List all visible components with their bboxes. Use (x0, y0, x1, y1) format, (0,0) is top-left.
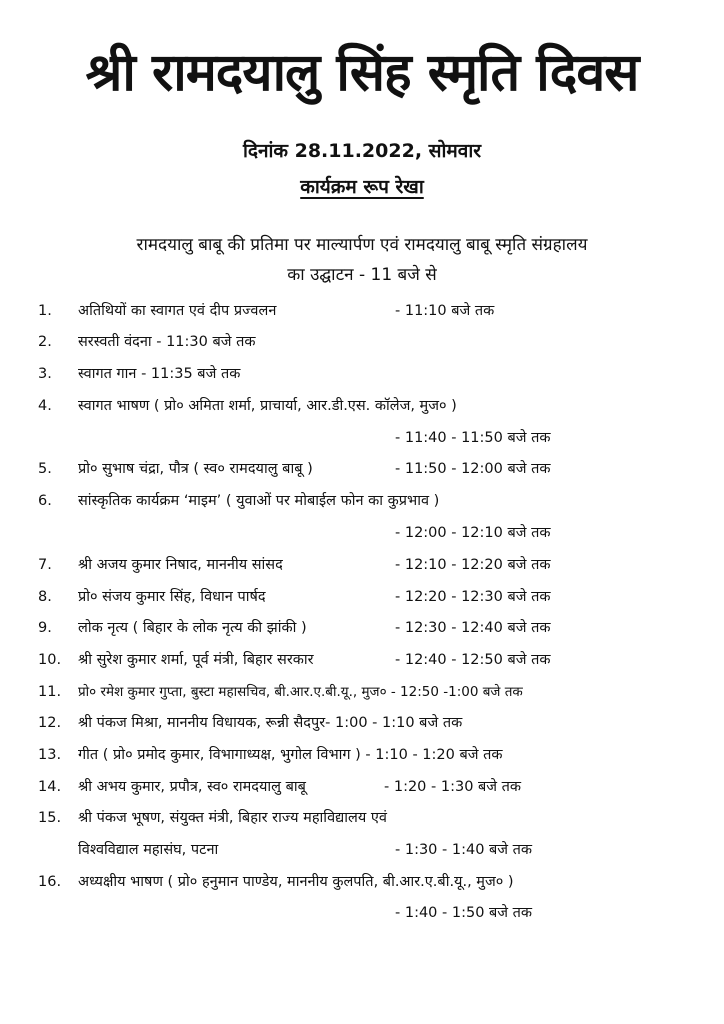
list-item (0, 803, 724, 833)
item-text: अतिथियों का स्वागत एवं दीप प्रज्वलन (78, 303, 277, 319)
list-item (0, 645, 724, 675)
item-time: - 1:30 - 1:40 बजे तक (395, 842, 533, 858)
item-number: 3. (38, 366, 52, 382)
list-item (0, 391, 724, 421)
list-item (0, 359, 724, 389)
list-item (0, 772, 724, 802)
item-text: सरस्वती वंदना - 11:30 बजे तक (78, 334, 256, 350)
item-text: अध्यक्षीय भाषण ( प्रो० हनुमान पाण्डेय, माननीय कुलपति, बी.आर.ए.बी.यू., मुज० ) (78, 874, 514, 890)
item-number: 15. (38, 810, 62, 826)
list-item (0, 613, 724, 643)
list-item (0, 327, 724, 357)
item-text: सांस्कृतिक कार्यक्रम ‘माइम’ ( युवाओं पर मोबाईल फोन का कुप्रभाव ) (78, 493, 440, 509)
list-item (0, 677, 724, 707)
page-title-text: श्री रामदयालु सिंह स्मृति दिवस (85, 43, 639, 103)
item-text-continued: विश्वविद्याल महासंघ, पटना (78, 842, 219, 858)
list-item-continuation (0, 518, 724, 548)
item-time: - 1:20 - 1:30 बजे तक (384, 779, 522, 795)
item-time: - 12:30 - 12:40 बजे तक (395, 620, 551, 636)
page-title (0, 38, 724, 108)
intro-line-2: का उद्घाटन - 11 बजे से (287, 265, 437, 285)
item-number: 13. (38, 747, 62, 763)
item-number: 7. (38, 557, 52, 573)
list-item (0, 550, 724, 580)
item-number: 14. (38, 779, 62, 795)
list-item (0, 740, 724, 770)
date-line: दिनांक 28.11.2022, सोमवार (242, 140, 482, 162)
item-text: प्रो० सुभाष चंद्रा, पौत्र ( स्व० रामदयालु बाबू ) (78, 461, 313, 477)
intro-paragraph (30, 230, 694, 290)
item-time: - 12:10 - 12:20 बजे तक (395, 557, 551, 573)
item-text: श्री अजय कुमार निषाद, माननीय सांसद (78, 557, 283, 573)
item-number: 5. (38, 461, 52, 477)
item-text: स्वागत भाषण ( प्रो० अमिता शर्मा, प्राचार्या, आर.डी.एस. कॉलेज, मुज० ) (78, 398, 457, 414)
program-subtitle-text: कार्यक्रम रूप रेखा (300, 176, 424, 198)
intro-line-1: रामदयालु बाबू की प्रतिमा पर माल्यार्पण एवं रामदयालु बाबू स्मृति संग्रहालय (136, 235, 588, 255)
item-time: - 12:40 - 12:50 बजे तक (395, 652, 551, 668)
item-text: स्वागत गान - 11:35 बजे तक (78, 366, 241, 382)
item-text: लोक नृत्य ( बिहार के लोक नृत्य की झांकी ) (78, 620, 307, 636)
list-item (0, 296, 724, 326)
item-number: 1. (38, 303, 52, 319)
item-number: 11. (38, 684, 62, 700)
list-item-continuation (0, 423, 724, 453)
item-time: - 1:40 - 1:50 बजे तक (395, 905, 533, 921)
program-subtitle (0, 174, 724, 200)
list-item (0, 582, 724, 612)
item-number: 9. (38, 620, 52, 636)
item-number: 10. (38, 652, 62, 668)
item-text: गीत ( प्रो० प्रमोद कुमार, विभागाध्यक्ष, भुगोल विभाग ) - 1:10 - 1:20 बजे तक (78, 747, 503, 763)
item-text: प्रो० संजय कुमार सिंह, विधान पार्षद (78, 589, 266, 605)
list-item-continuation (0, 835, 724, 865)
item-time: - 12:20 - 12:30 बजे तक (395, 589, 551, 605)
item-number: 12. (38, 715, 62, 731)
item-text: श्री सुरेश कुमार शर्मा, पूर्व मंत्री, बिहार सरकार (78, 652, 314, 668)
item-text: श्री पंकज भूषण, संयुक्त मंत्री, बिहार राज्य महाविद्यालय एवं (78, 810, 387, 826)
item-time: - 11:40 - 11:50 बजे तक (395, 430, 551, 446)
item-time: - 12:00 - 12:10 बजे तक (395, 525, 551, 541)
item-number: 16. (38, 874, 62, 890)
item-text: श्री अभय कुमार, प्रपौत्र, स्व० रामदयालु बाबू (78, 779, 306, 795)
list-item (0, 708, 724, 738)
list-item (0, 454, 724, 484)
item-number: 4. (38, 398, 52, 414)
item-text: प्रो० रमेश कुमार गुप्ता, बुस्टा महासचिव, बी.आर.ए.बी.यू., मुज० - 12:50 -1:00 बजे तक (78, 684, 523, 700)
item-number: 6. (38, 493, 52, 509)
item-time: - 11:50 - 12:00 बजे तक (395, 461, 551, 477)
item-time: - 11:10 बजे तक (395, 303, 495, 319)
list-item (0, 867, 724, 897)
item-number: 2. (38, 334, 52, 350)
item-text: श्री पंकज मिश्रा, माननीय विधायक, रून्नी सैदपुर- 1:00 - 1:10 बजे तक (78, 715, 463, 731)
list-item (0, 486, 724, 516)
item-number: 8. (38, 589, 52, 605)
list-item-continuation (0, 898, 724, 928)
